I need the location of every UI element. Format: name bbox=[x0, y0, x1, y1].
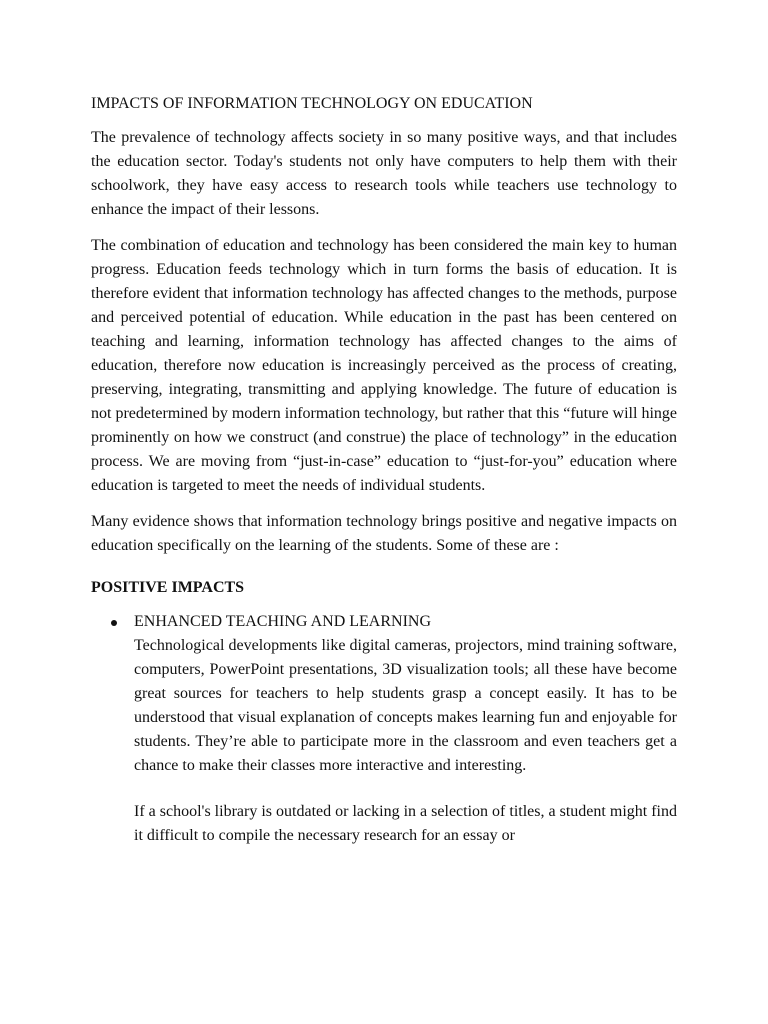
body-paragraph: The combination of education and technology has been considered the main key to human progress. Education feeds technology which in turn forms the basis of education. It is therefore evident that information technology has affected changes to the methods, purpose and perceived potential of education. While education in the past has been centered on teaching and learning, information technology has affected changes to the aims of education, therefore now education is increasingly perceived as the process of creating, preserving, integrating, transmitting and applying knowledge. The future of education is not predetermined by modern information technology, but rather that this “future will hinge prominently on how we construct (and construe) the place of technology” in the education process. We are moving from “just-in-case” education to “just-for-you” education where education is targeted to meet the needs of individual students. bbox=[91, 237, 677, 494]
document-page bbox=[91, 92, 677, 848]
bullet-title: ENHANCED TEACHING AND LEARNING bbox=[134, 613, 432, 630]
bullet-dot-icon bbox=[111, 620, 117, 626]
intro-paragraph: The prevalence of technology affects society in so many positive ways, and that includes the education sector. Today's students not only have computers to help them with their schoolwork, they have easy access to research tools while teachers use technology to enhance the impact of their lessons. bbox=[91, 129, 677, 218]
bullet-paragraph: If a school's library is outdated or lacking in a selection of titles, a student might find it difficult to compile the necessary research for an essay or bbox=[134, 803, 677, 844]
section-heading-positive-impacts: POSITIVE IMPACTS bbox=[91, 579, 245, 596]
evidence-paragraph: Many evidence shows that information technology brings positive and negative impacts on education specifically on the learning of the students. Some of these are : bbox=[91, 513, 677, 554]
bullet-item bbox=[91, 610, 677, 848]
document-title: IMPACTS OF INFORMATION TECHNOLOGY ON EDUCATION bbox=[91, 95, 533, 112]
bullet-paragraph: Technological developments like digital cameras, projectors, mind training software, computers, PowerPoint presentations, 3D visualization tools; all these have become great sources for teachers to help students grasp a concept easily. It has to be understood that visual explanation of concepts makes learning fun and enjoyable for students. They’re able to participate more in the classroom and even teachers get a chance to make their classes more interactive and interesting. bbox=[134, 637, 677, 774]
